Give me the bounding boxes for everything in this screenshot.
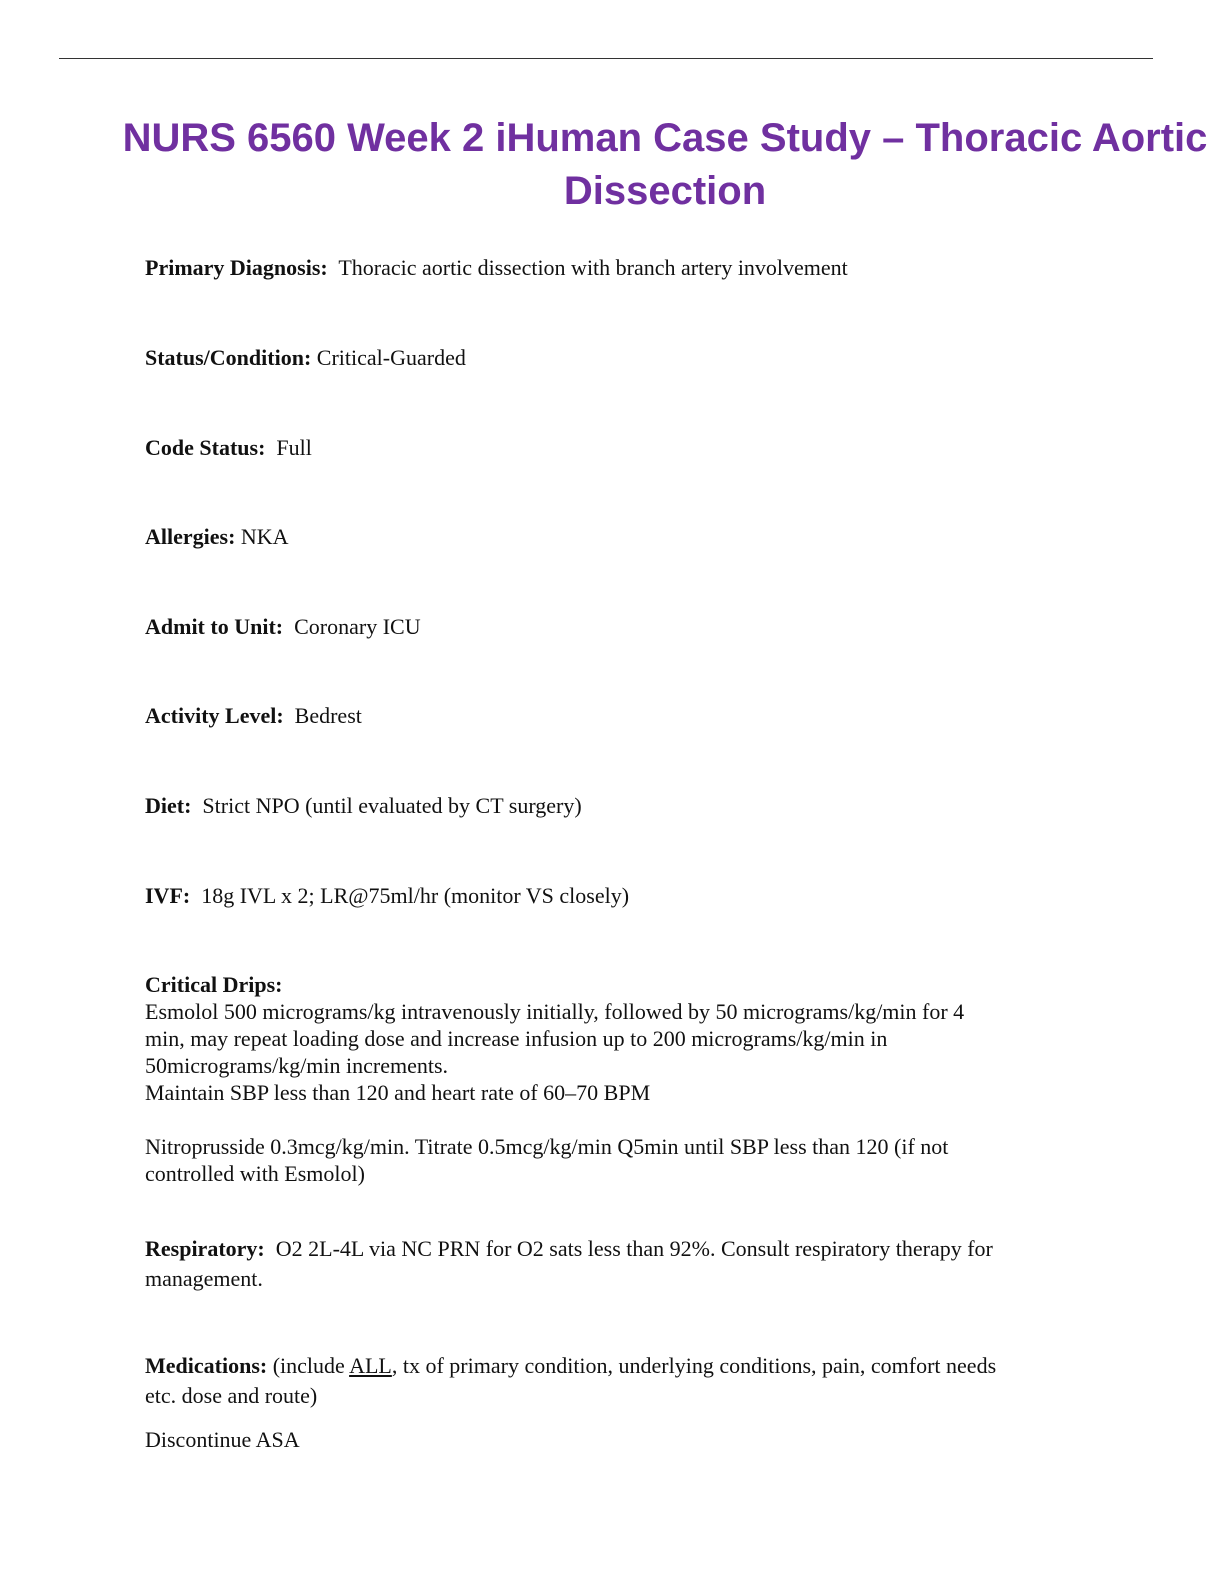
- respiratory-section: [145, 1234, 1065, 1294]
- ivf-label: IVF:: [145, 883, 191, 908]
- esmolol-line-3: 50micrograms/kg/min increments.: [145, 1053, 449, 1078]
- medications-note-post: , tx of primary condition, underlying conditions, pain, comfort needs: [391, 1353, 997, 1378]
- admit-unit-value: Coronary ICU: [294, 614, 421, 639]
- primary-diagnosis-field: [145, 254, 848, 281]
- activity-level-value: Bedrest: [294, 703, 362, 728]
- allergies-value: NKA: [240, 524, 289, 549]
- respiratory-label: Respiratory:: [145, 1236, 265, 1261]
- ivf-field: [145, 882, 629, 909]
- top-divider: [59, 58, 1153, 59]
- respiratory-value-line-1: O2 2L-4L via NC PRN for O2 sats less than 92%. Consult respiratory therapy for: [275, 1236, 993, 1261]
- document-title: [120, 112, 1210, 218]
- ivf-value: 18g IVL x 2; LR@75ml/hr (monitor VS closely): [201, 883, 630, 908]
- title-line-2: Dissection: [563, 169, 767, 213]
- diet-label: Diet:: [145, 793, 192, 818]
- esmolol-line-1: Esmolol 500 micrograms/kg intravenously initially, followed by 50 micrograms/kg/min for 4: [145, 999, 965, 1024]
- diet-field: [145, 792, 582, 819]
- medications-note-all: ALL: [349, 1353, 392, 1378]
- esmolol-line-2: min, may repeat loading dose and increase infusion up to 200 micrograms/kg/min in: [145, 1026, 888, 1051]
- medications-label: Medications:: [145, 1353, 268, 1378]
- medications-note-pre: (include: [272, 1353, 345, 1378]
- code-status-label: Code Status:: [145, 435, 266, 460]
- maintain-line: Maintain SBP less than 120 and heart rate of 60–70 BPM: [145, 1080, 651, 1105]
- diet-value: Strict NPO (until evaluated by CT surgery): [202, 793, 582, 818]
- admit-unit-field: [145, 613, 421, 640]
- code-status-field: [145, 434, 312, 461]
- admit-unit-label: Admit to Unit:: [145, 614, 284, 639]
- medications-section: [145, 1351, 1065, 1455]
- nitroprusside-line-1: Nitroprusside 0.3mcg/kg/min. Titrate 0.5mcg/kg/min Q5min until SBP less than 120 (if not: [145, 1134, 949, 1159]
- allergies-label: Allergies:: [145, 524, 236, 549]
- status-value: Critical-Guarded: [316, 345, 466, 370]
- title-line-1: NURS 6560 Week 2 iHuman Case Study – Thoracic Aortic: [122, 116, 1208, 160]
- status-label: Status/Condition:: [145, 345, 312, 370]
- code-status-value: Full: [276, 435, 312, 460]
- critical-drips-section: [145, 971, 1065, 1187]
- activity-level-field: [145, 702, 362, 729]
- primary-diagnosis-label: Primary Diagnosis:: [145, 255, 328, 280]
- critical-drips-label: Critical Drips:: [145, 972, 283, 997]
- primary-diagnosis-value: Thoracic aortic dissection with branch artery involvement: [338, 255, 848, 280]
- nitroprusside-line-2: controlled with Esmolol): [145, 1161, 365, 1186]
- respiratory-value-line-2: management.: [145, 1266, 263, 1291]
- medications-note-line-2: etc. dose and route): [145, 1383, 318, 1408]
- medication-item-1: Discontinue ASA: [145, 1427, 300, 1452]
- allergies-field: [145, 523, 289, 550]
- activity-level-label: Activity Level:: [145, 703, 284, 728]
- status-field: [145, 344, 466, 371]
